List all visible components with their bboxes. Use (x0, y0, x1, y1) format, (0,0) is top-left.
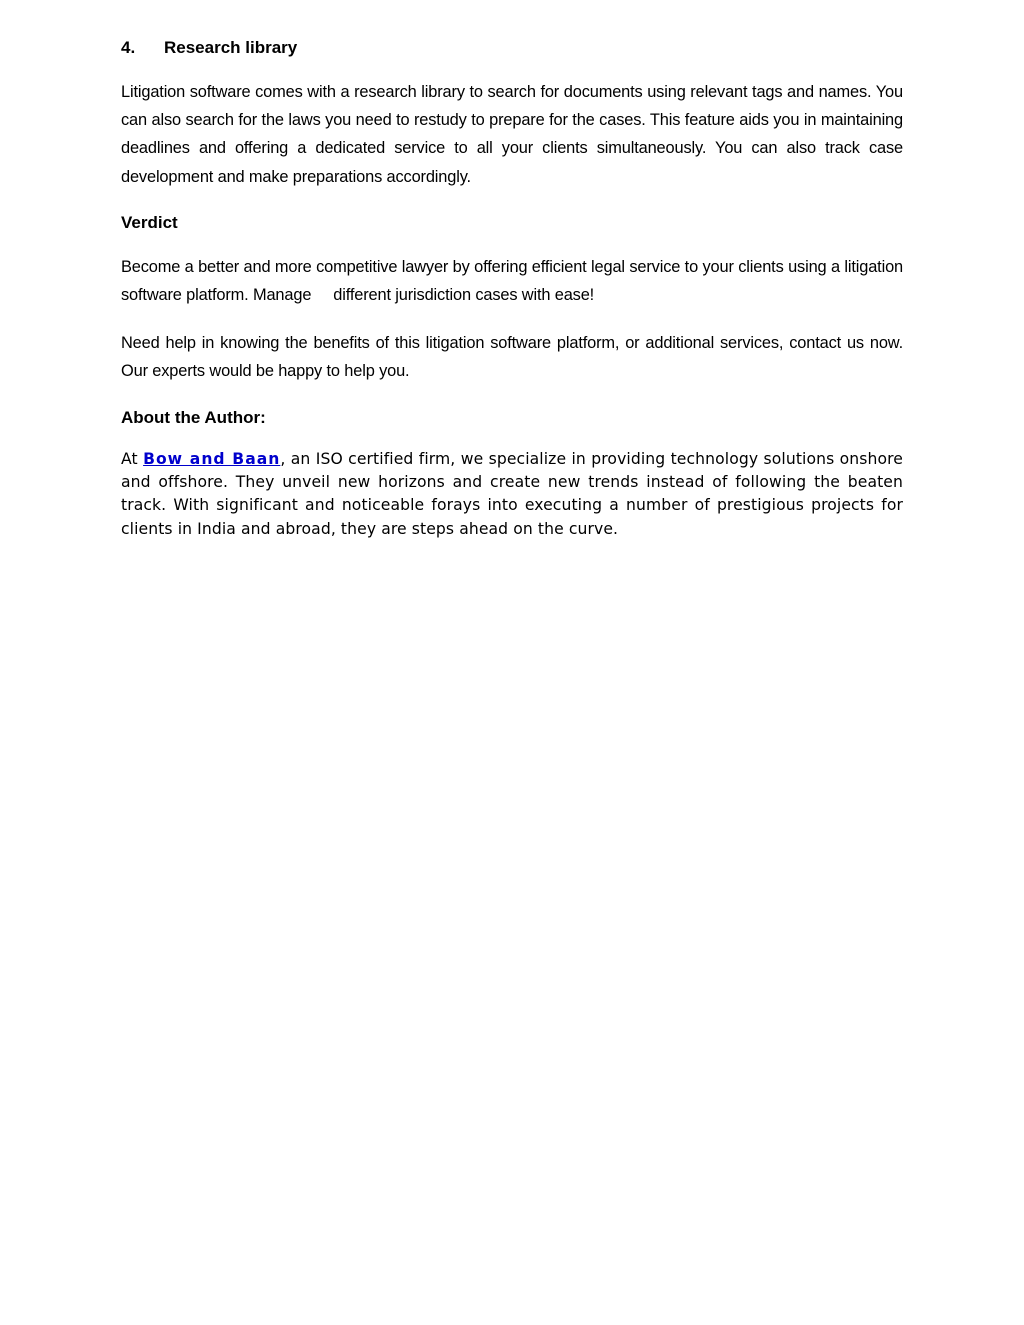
verdict-paragraph-1 (121, 253, 903, 309)
bow-and-baan-link[interactable]: Bow and Baan (143, 449, 281, 468)
about-author-paragraph (121, 448, 903, 542)
research-library-paragraph: Litigation software comes with a research library to search for documents using relevant tags and names. You can also search for the laws you need to restudy to prepare for the cases. This feature aids you in maintaining deadlines and offering a dedicated service to all your clients simultaneously. You can also track case development and make preparations accordingly. (121, 83, 903, 186)
verdict-paragraph-2: Need help in knowing the benefits of this litigation software platform, or additional services, contact us now. Our experts would be happy to help you. (121, 334, 903, 381)
verdict-paragraph-1-part-1: Become a better and more competitive lawyer by offering efficient legal service to your clients using a litigation software platform. Manage (121, 257, 903, 305)
section-title: Research library (164, 38, 298, 57)
about-author-heading: About the Author: (121, 407, 266, 427)
section-heading-research-library (121, 36, 903, 60)
verdict-heading: Verdict (121, 212, 178, 232)
author-prefix: At (121, 449, 144, 468)
document-page (121, 36, 903, 541)
author-rest: , an ISO certified firm, we specialize in providing technology solutions onshore and offshore. They unveil new horizons and create new trends instead of following the beaten track. With significant and noticeable forays into executing a number of prestigious projects for clients in India and abroad, they are steps ahead on the curve. (121, 449, 903, 538)
section-number: 4. (121, 38, 136, 57)
verdict-paragraph-1-part-2: different jurisdiction cases with ease! (333, 286, 595, 305)
